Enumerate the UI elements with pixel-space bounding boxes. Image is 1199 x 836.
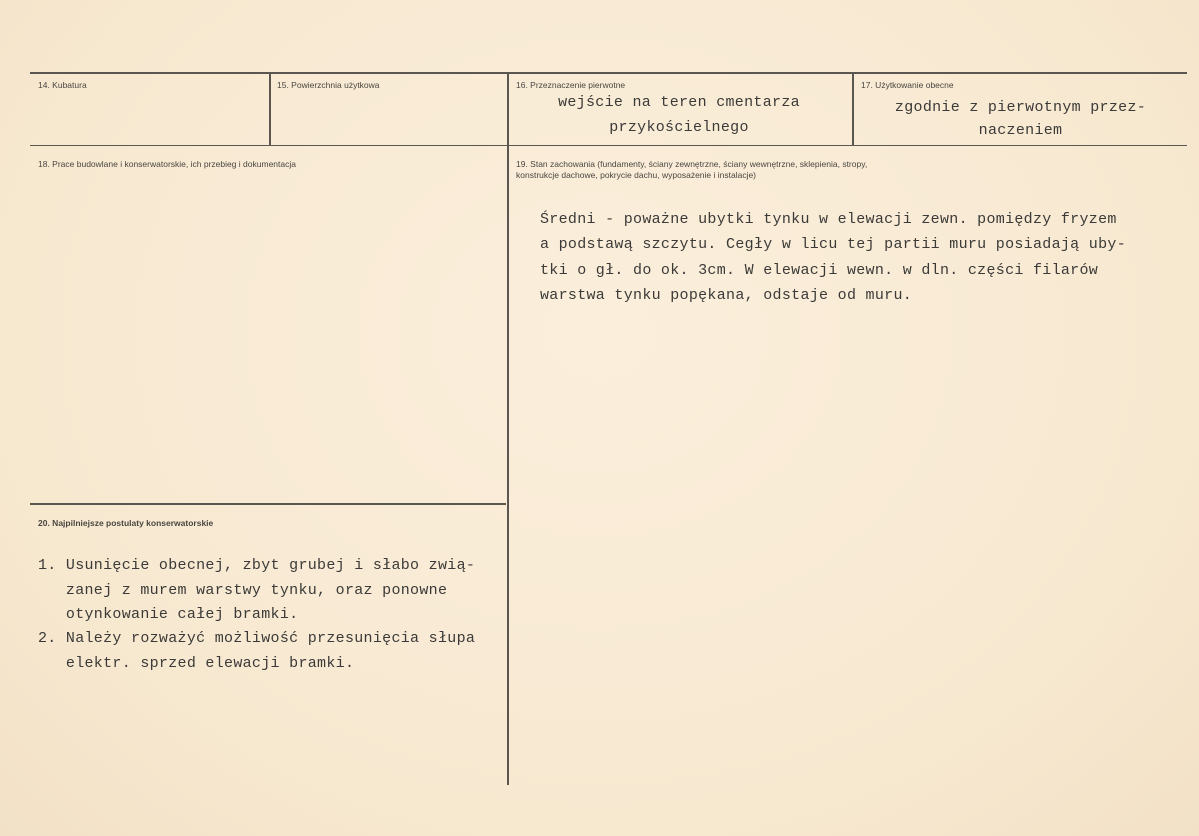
field-16-line-1: wejście na teren cmentarza [558, 94, 800, 111]
field-20-line-4: 2. Należy rozważyć możliwość przesunięcia słupa [38, 630, 476, 647]
field-20-line-3: otynkowanie całej bramki. [38, 606, 299, 623]
field-14-label: 14. Kubatura [38, 80, 87, 90]
field-19-label-line-1: 19. Stan zachowania (fundamenty, ściany zewnętrzne, ściany wewnętrzne, sklepienia, stropy, [516, 159, 868, 169]
field-16-line-2: przykościelnego [609, 119, 749, 136]
field-16-label: 16. Przeznaczenie pierwotne [516, 80, 626, 90]
field-20-line-1: 1. Usunięcie obecnej, zbyt grubej i słabo zwią- [38, 557, 476, 574]
field-18-label: 18. Prace budowlane i konserwatorskie, ich przebieg i dokumentacja [38, 159, 296, 169]
field-17-label: 17. Użytkowanie obecne [861, 80, 954, 90]
field-20-line-5: elektr. sprzed elewacji bramki. [38, 655, 355, 672]
top-rule [30, 72, 1187, 74]
field-19-line-1: Średni - poważne ubytki tynku w elewacji zewn. pomiędzy fryzem [540, 211, 1117, 228]
section-divider [30, 503, 506, 505]
field-15-label: 15. Powierzchnia użytkowa [277, 80, 380, 90]
field-17-line-2: naczeniem [978, 122, 1063, 139]
col-divider-1 [269, 72, 271, 145]
field-19-label-line-2: konstrukcje dachowe, pokrycie dachu, wyposażenie i instalacje) [516, 170, 757, 180]
field-20-line-2: zanej z murem warstwy tynku, oraz ponowne [38, 582, 448, 599]
field-19-line-4: warstwa tynku popękana, odstaje od muru. [540, 287, 913, 304]
field-19-line-3: tki o gł. do ok. 3cm. W elewacji wewn. w dln. części filarów [540, 262, 1099, 279]
field-19-line-2: a podstawą szczytu. Cegły w licu tej partii muru posiadają uby- [540, 236, 1126, 253]
col-divider-2 [507, 72, 509, 785]
field-17-line-1: zgodnie z pierwotnym przez- [894, 99, 1147, 116]
row-divider [30, 145, 1187, 146]
field-20-label: 20. Najpilniejsze postulaty konserwatorskie [38, 518, 214, 528]
